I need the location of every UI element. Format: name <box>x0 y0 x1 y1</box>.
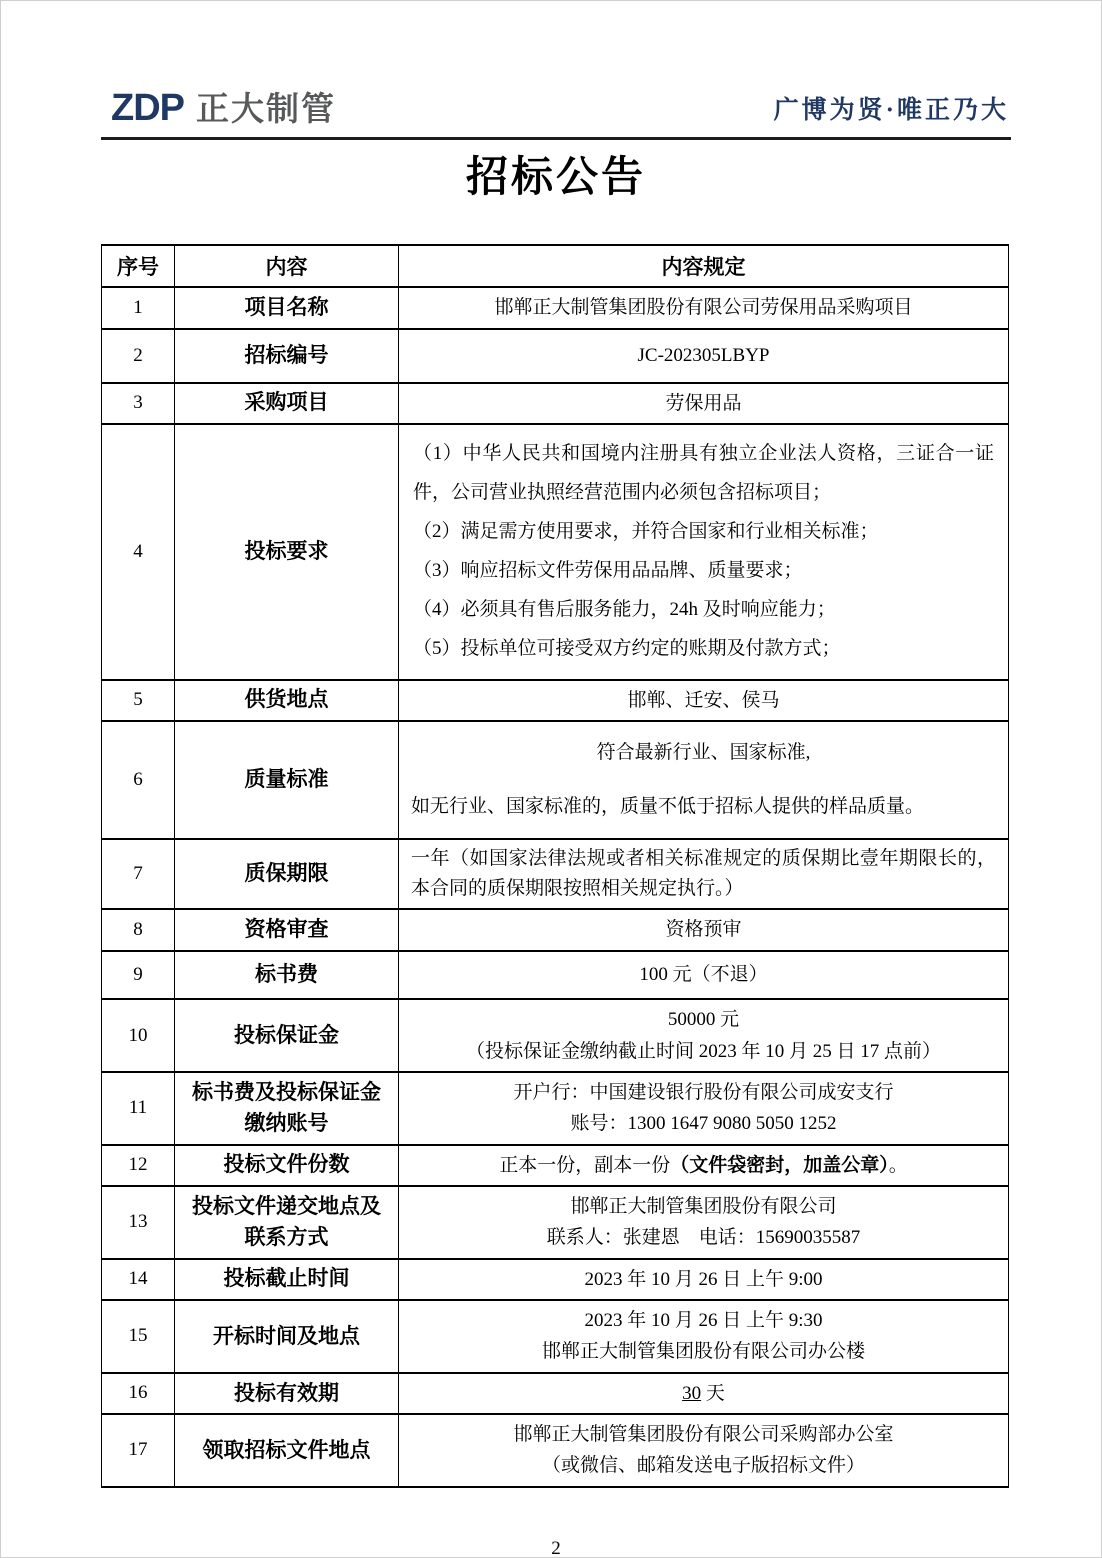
text-segment: 2023 年 10 月 26 日 上午 9:30 <box>584 1309 823 1331</box>
row-number-cell: 11 <box>102 1072 175 1145</box>
content-line <box>411 1264 996 1295</box>
row-label-cell <box>175 999 399 1072</box>
row-number-cell: 12 <box>102 1145 175 1186</box>
text-segment: 。 <box>888 1154 908 1176</box>
col-header-no: 序号 <box>102 245 175 287</box>
content-line <box>411 1305 996 1336</box>
content-line <box>413 552 994 591</box>
row-number-cell: 3 <box>102 383 175 424</box>
row-label-cell <box>175 1259 399 1300</box>
text-segment: 符合最新行业、国家标准, <box>596 741 811 763</box>
label-line: 招标编号 <box>244 342 329 367</box>
document-content <box>101 1 1011 1558</box>
text-segment: （1）中华人民共和国境内注册具有独立企业法人资格，三证合一证件，公司营业执照经营范围内必须包含招标项目； <box>413 442 994 503</box>
label-line: 标书费 <box>255 962 318 987</box>
row-number-cell: 15 <box>102 1300 175 1373</box>
row-label-cell <box>175 1072 399 1145</box>
text-segment: JC-202305LBYP <box>637 344 770 366</box>
text-segment: 邯郸正大制管集团股份有限公司办公楼 <box>541 1341 865 1363</box>
row-content-cell <box>399 1373 1009 1414</box>
row-content-cell <box>399 287 1009 328</box>
table-row <box>102 1300 1009 1373</box>
logo-company-name: 正大制管 <box>196 90 336 127</box>
table-row <box>102 1414 1009 1487</box>
text-segment: 30 <box>682 1382 702 1404</box>
row-content-cell <box>399 1414 1009 1487</box>
row-label-cell <box>175 287 399 328</box>
row-content-cell <box>399 680 1009 721</box>
content-line <box>411 1077 996 1108</box>
content-line <box>411 1222 996 1253</box>
col-header-spec: 内容规定 <box>399 245 1009 287</box>
row-content-cell <box>399 1145 1009 1186</box>
content-line <box>411 844 996 904</box>
row-content-cell <box>399 1186 1009 1259</box>
row-label-cell <box>175 680 399 721</box>
row-content-cell <box>399 1072 1009 1145</box>
row-number-cell: 6 <box>102 721 175 839</box>
label-line: 领取招标文件地点 <box>202 1437 371 1462</box>
table-row <box>102 424 1009 680</box>
text-segment: 如无行业、国家标准的，质量不低于招标人提供的样品质量。 <box>411 795 925 817</box>
row-number-cell: 9 <box>102 951 175 999</box>
table-row <box>102 909 1009 951</box>
table-row <box>102 1145 1009 1186</box>
content-line <box>411 1378 996 1409</box>
label-line: 项目名称 <box>244 295 329 320</box>
col-header-content: 内容 <box>175 245 399 287</box>
text-segment: 开户行：中国建设银行股份有限公司成安支行 <box>513 1081 894 1103</box>
row-content-cell <box>399 1300 1009 1373</box>
row-content-cell <box>399 951 1009 999</box>
label-line: 投标有效期 <box>234 1380 339 1405</box>
row-label-cell <box>175 721 399 839</box>
text-segment: （2）满足需方使用要求，并符合国家和行业相关标准； <box>413 520 879 542</box>
content-line <box>411 1036 996 1067</box>
label-line: 标书费及投标保证金 <box>192 1079 381 1104</box>
row-number-cell: 16 <box>102 1373 175 1414</box>
content-line <box>411 1004 996 1035</box>
company-slogan: 广博为贤·唯正乃大 <box>773 97 1009 124</box>
label-line: 质保期限 <box>244 861 329 886</box>
row-label-cell <box>175 383 399 424</box>
row-number-cell: 7 <box>102 839 175 909</box>
content-line <box>413 591 994 630</box>
label-line: 投标保证金 <box>234 1022 339 1047</box>
text-segment: 100 元（不退） <box>639 964 768 986</box>
text-segment: 邯郸正大制管集团股份有限公司采购部办公室 <box>513 1423 894 1445</box>
content-line <box>413 435 994 513</box>
row-content-cell <box>399 909 1009 951</box>
table-header-row <box>102 245 1009 287</box>
table-row <box>102 287 1009 328</box>
content-line <box>411 1450 996 1481</box>
row-label-cell <box>175 951 399 999</box>
row-content-cell <box>399 424 1009 680</box>
content-line <box>411 1150 996 1181</box>
content-line <box>413 630 994 669</box>
text-segment: （文件袋密封，加盖公章） <box>670 1154 889 1176</box>
text-segment: 邯郸、迁安、侯马 <box>627 689 780 711</box>
text-segment: 邯郸正大制管集团股份有限公司劳保用品采购项目 <box>494 297 913 319</box>
row-content-cell <box>399 329 1009 383</box>
text-segment: （5）投标单位可接受双方约定的账期及付款方式； <box>413 637 841 659</box>
row-number-cell: 8 <box>102 909 175 951</box>
row-label-cell <box>175 1145 399 1186</box>
row-content-cell <box>399 999 1009 1072</box>
row-label-cell <box>175 329 399 383</box>
page-number: 2 <box>551 1537 561 1558</box>
content-line <box>411 959 996 990</box>
row-content-cell <box>399 383 1009 424</box>
row-number-cell: 14 <box>102 1259 175 1300</box>
text-segment: 天 <box>701 1382 725 1404</box>
table-row <box>102 1373 1009 1414</box>
row-number-cell: 5 <box>102 680 175 721</box>
table-row <box>102 839 1009 909</box>
text-segment: 资格预审 <box>665 919 742 941</box>
content-line <box>411 388 996 419</box>
table-row <box>102 999 1009 1072</box>
label-line: 投标要求 <box>244 538 329 563</box>
text-segment: 邯郸正大制管集团股份有限公司 <box>570 1195 837 1217</box>
table-row <box>102 383 1009 424</box>
label-line: 缴纳账号 <box>244 1111 329 1136</box>
content-line <box>411 1419 996 1450</box>
text-segment: （4）必须具有售后服务能力，24h 及时响应能力； <box>413 598 836 620</box>
logo-zdp-text: ZDP <box>111 87 184 129</box>
row-label-cell <box>175 1186 399 1259</box>
text-segment: 一年（如国家法律法规或者相关标准规定的质保期比壹年期限长的，本合同的质保期限按照相关规定执行。） <box>411 848 996 900</box>
page-header <box>101 89 1011 140</box>
row-number-cell: 1 <box>102 287 175 328</box>
text-segment: 劳保用品 <box>665 392 742 414</box>
table-row <box>102 721 1009 839</box>
content-line <box>411 340 996 371</box>
label-line: 质量标准 <box>244 767 329 792</box>
table-row <box>102 329 1009 383</box>
row-number-cell: 10 <box>102 999 175 1072</box>
content-line <box>411 726 996 780</box>
row-content-cell <box>399 721 1009 839</box>
content-line <box>411 1191 996 1222</box>
content-line <box>411 1108 996 1139</box>
text-segment: （或微信、邮箱发送电子版招标文件） <box>541 1455 865 1477</box>
table-row <box>102 1072 1009 1145</box>
row-label-cell <box>175 909 399 951</box>
content-line <box>411 685 996 716</box>
label-line: 投标截止时间 <box>223 1266 350 1291</box>
label-line: 联系方式 <box>244 1225 329 1250</box>
content-line <box>411 780 996 834</box>
row-label-cell <box>175 839 399 909</box>
content-line <box>411 1336 996 1367</box>
row-label-cell <box>175 1414 399 1487</box>
content-line <box>411 292 996 323</box>
label-line: 开标时间及地点 <box>213 1323 360 1348</box>
row-label-cell <box>175 424 399 680</box>
text-segment: 50000 元 <box>667 1009 740 1031</box>
content-line <box>411 914 996 945</box>
row-number-cell: 13 <box>102 1186 175 1259</box>
page-title: 招标公告 <box>465 153 646 200</box>
text-segment: （投标保证金缴纳截止时间 2023 年 10 月 25 日 17 点前） <box>465 1040 941 1062</box>
label-line: 供货地点 <box>244 687 329 712</box>
content-line <box>413 513 994 552</box>
text-segment: （3）响应招标文件劳保用品品牌、质量要求； <box>413 559 803 581</box>
table-row <box>102 680 1009 721</box>
text-segment: 联系人：张建恩 电话：15690035587 <box>546 1227 861 1249</box>
row-number-cell: 4 <box>102 424 175 680</box>
label-line: 投标文件递交地点及 <box>192 1193 381 1218</box>
label-line: 采购项目 <box>244 390 329 415</box>
label-line: 投标文件份数 <box>223 1152 350 1177</box>
tender-table <box>101 244 1009 1487</box>
company-logo <box>111 89 336 127</box>
table-row <box>102 1186 1009 1259</box>
row-content-cell <box>399 1259 1009 1300</box>
label-line: 资格审查 <box>244 917 329 942</box>
row-label-cell <box>175 1373 399 1414</box>
row-content-cell <box>399 839 1009 909</box>
text-segment: 2023 年 10 月 26 日 上午 9:00 <box>584 1268 823 1290</box>
table-row <box>102 1259 1009 1300</box>
text-segment: 账号：1300 1647 9080 5050 1252 <box>570 1113 837 1135</box>
row-label-cell <box>175 1300 399 1373</box>
row-number-cell: 2 <box>102 329 175 383</box>
table-row <box>102 951 1009 999</box>
text-segment: 正本一份，副本一份 <box>499 1154 671 1176</box>
row-number-cell: 17 <box>102 1414 175 1487</box>
